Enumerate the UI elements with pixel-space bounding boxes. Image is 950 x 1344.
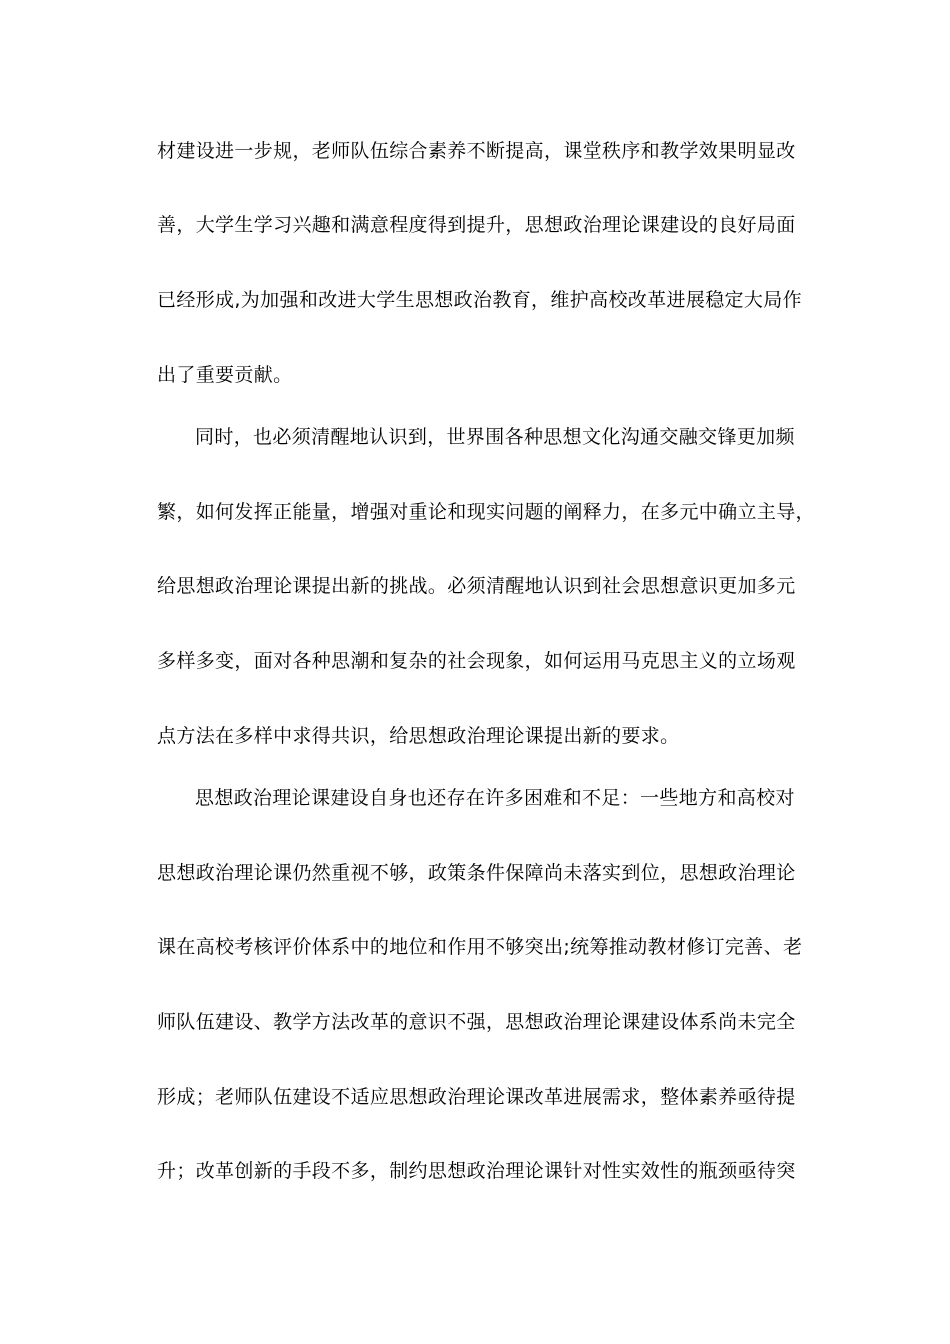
text-line-6: 繁，如何发挥正能量，增强对重论和现实问题的阐释力，在多元中确立主导，	[157, 501, 815, 523]
text-line-4: 出了重要贡献。	[157, 364, 293, 386]
text-line-5: 同时，也必须清醒地认识到，世界围各种思想文化沟通交融交锋更加频	[195, 426, 795, 448]
text-line-14: 形成；老师队伍建设不适应思想政治理论课改革进展需求，整体素养亟待提	[157, 1086, 796, 1108]
text-line-3: 已经形成,为加强和改进大学生思想政治教育，维护高校改革进展稳定大局作	[157, 289, 802, 311]
text-line-13: 师队伍建设、教学方法改革的意识不强，思想政治理论课建设体系尚未完全	[157, 1011, 796, 1033]
text-line-9: 点方法在多样中求得共识，给思想政治理论课提出新的要求。	[157, 725, 680, 747]
text-line-10: 思想政治理论课建设自身也还存在许多困难和不足：一些地方和高校对	[195, 787, 795, 809]
text-line-7: 给思想政治理论课提出新的挑战。必须清醒地认识到社会思想意识更加多元	[157, 575, 796, 597]
text-line-2: 善，大学生学习兴趣和满意程度得到提升，思想政治理论课建设的良好局面	[157, 214, 796, 236]
text-line-12: 课在高校考核评价体系中的地位和作用不够突出;统筹推动教材修订完善、老	[157, 936, 803, 958]
text-line-1: 材建设进一步规，老师队伍综合素养不断提高，课堂秩序和教学效果明显改	[157, 140, 796, 162]
text-line-15: 升；改革创新的手段不多，制约思想政治理论课针对性实效性的瓶颈亟待突	[157, 1160, 796, 1182]
text-line-11: 思想政治理论课仍然重视不够，政策条件保障尚未落实到位，思想政治理论	[157, 862, 796, 884]
text-line-8: 多样多变，面对各种思潮和复杂的社会现象，如何运用马克思主义的立场观	[157, 650, 796, 672]
